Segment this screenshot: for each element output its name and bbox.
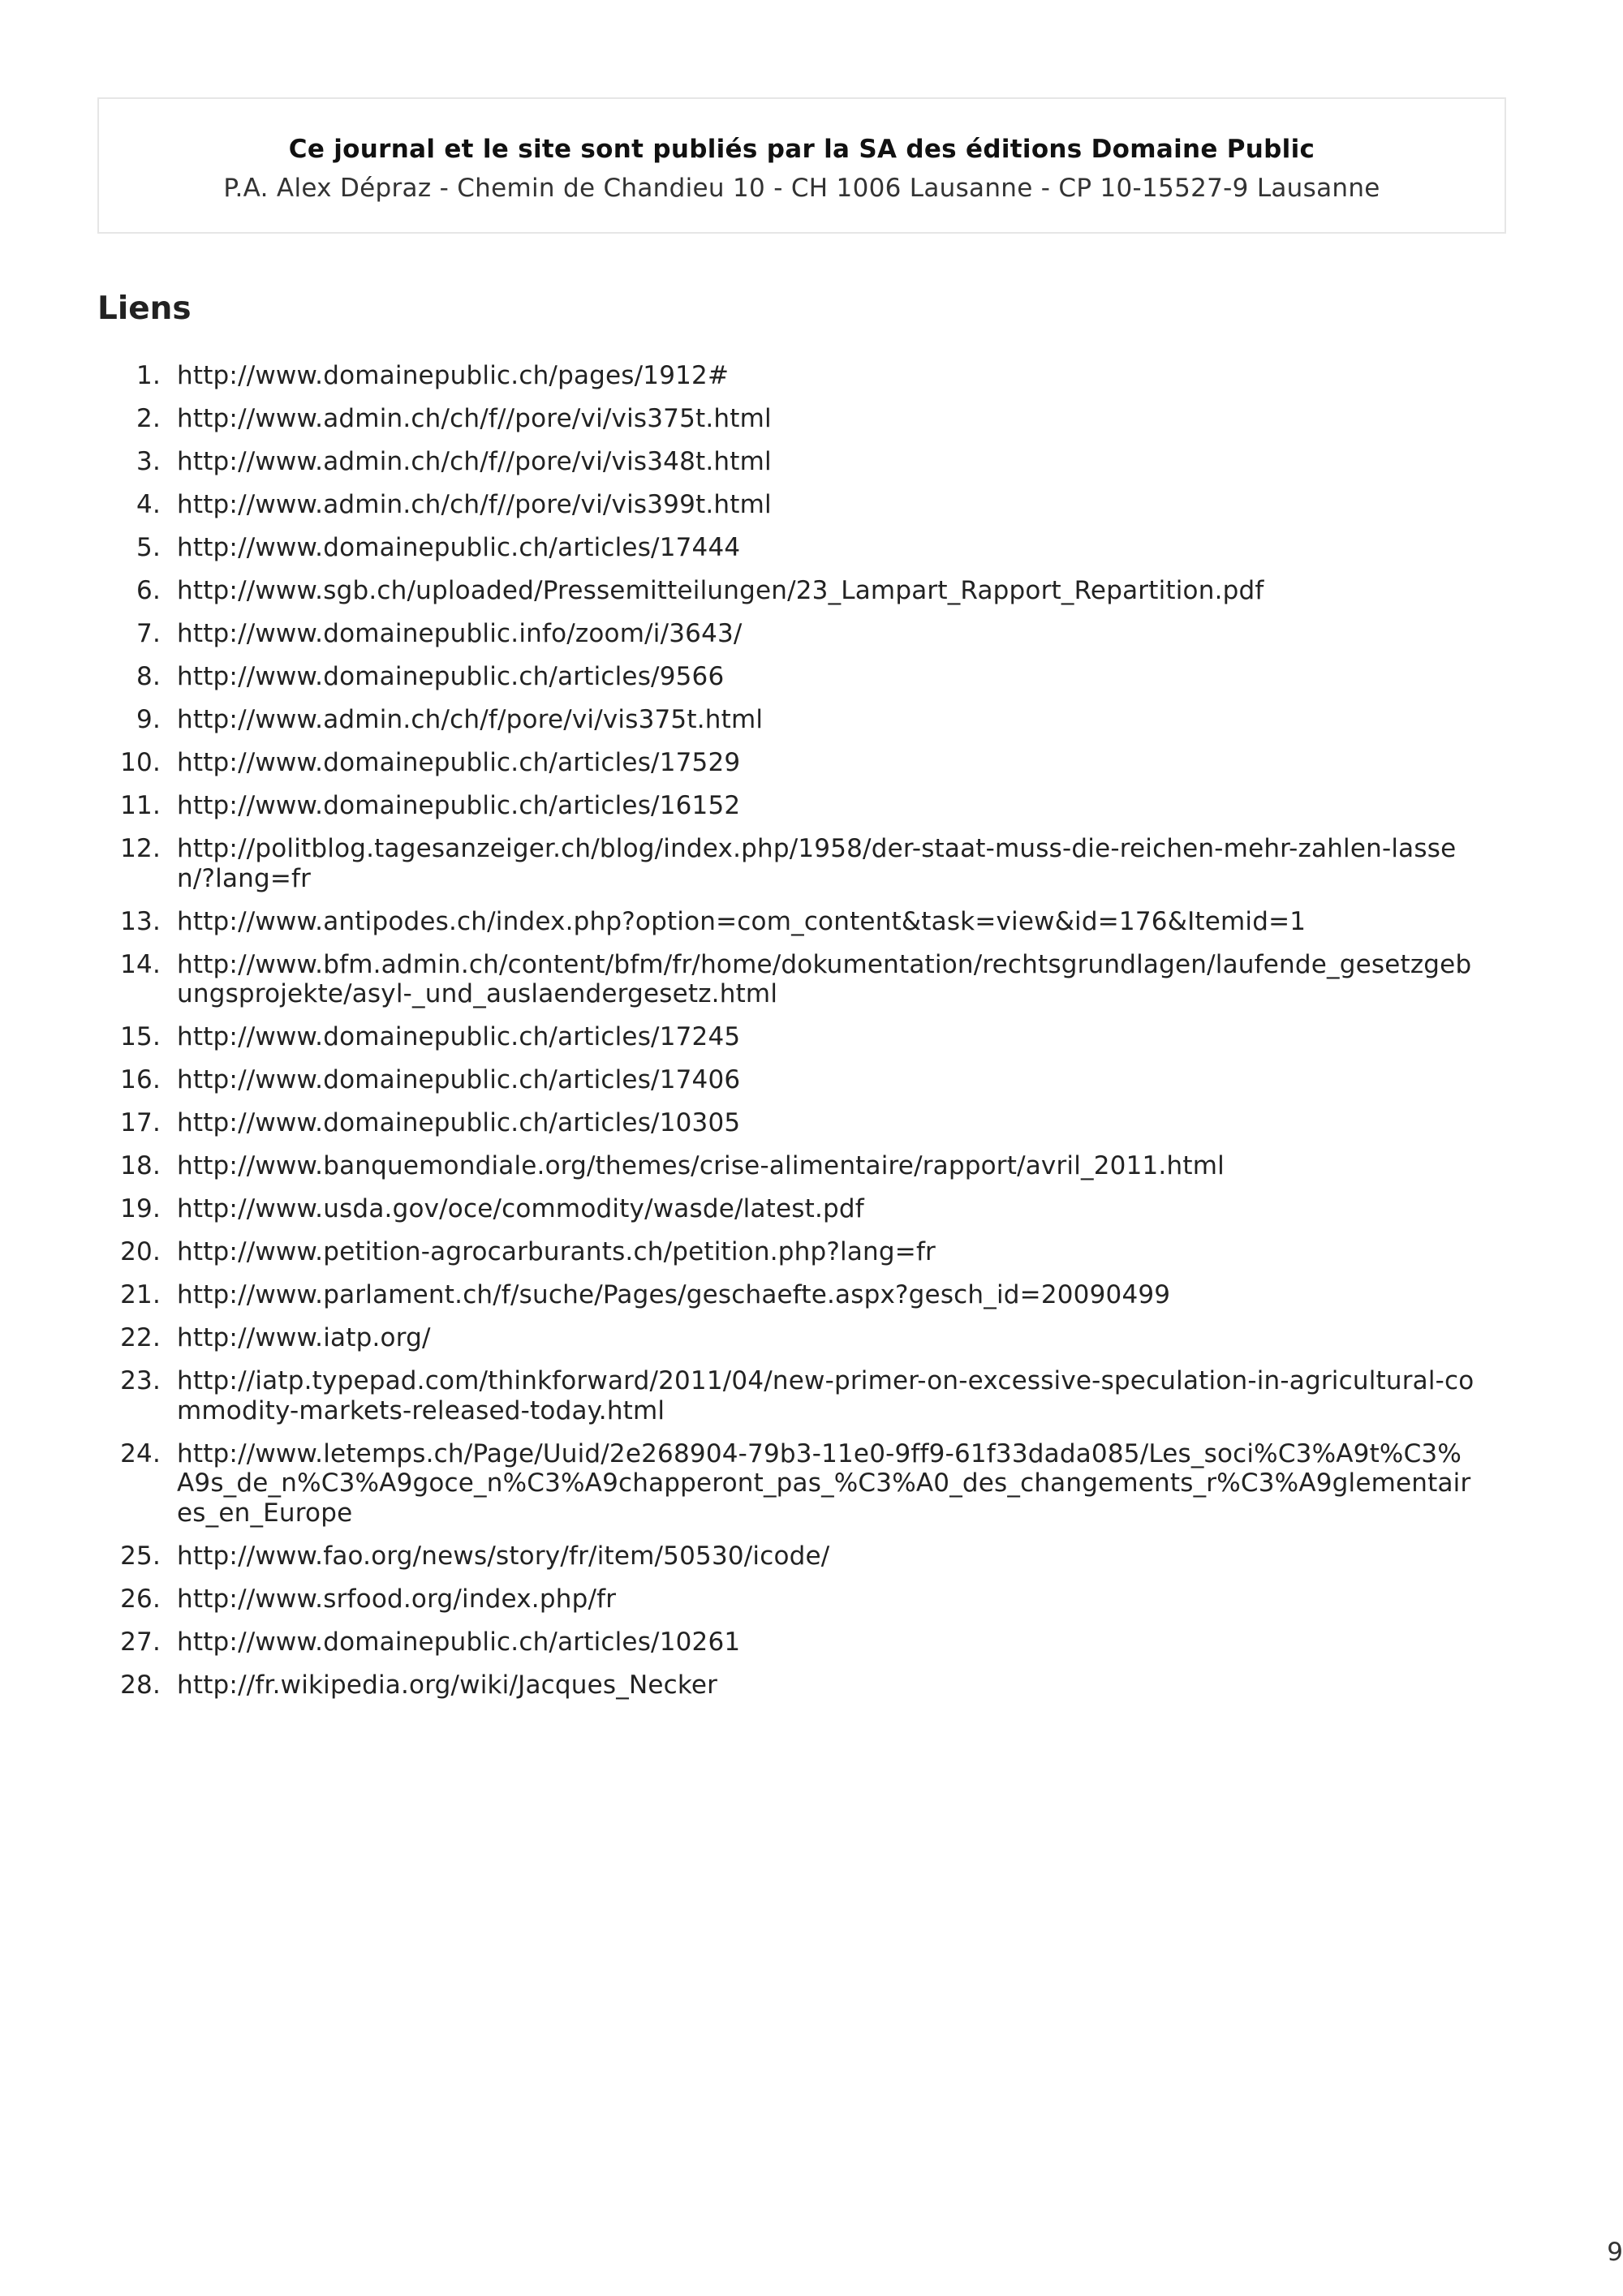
link-item [97, 619, 1477, 649]
link-url[interactable]: http://www.domainepublic.ch/pages/1912# [177, 361, 730, 390]
links-heading: Liens [97, 290, 192, 327]
link-item [97, 1022, 1477, 1052]
link-item [97, 1237, 1477, 1267]
link-number: 8. [136, 662, 161, 691]
link-number: 27. [120, 1627, 161, 1657]
link-url[interactable]: http://www.domainepublic.ch/articles/16152 [177, 791, 741, 820]
link-item [97, 834, 1477, 893]
link-item [97, 1439, 1477, 1529]
link-url[interactable]: http://www.admin.ch/ch/f/pore/vi/vis375t.html [177, 705, 764, 734]
link-number: 24. [120, 1438, 161, 1468]
link-number: 2. [136, 404, 161, 433]
link-url[interactable]: http://www.domainepublic.ch/articles/17406 [177, 1065, 741, 1094]
link-number: 25. [120, 1541, 161, 1571]
link-item [97, 705, 1477, 735]
link-number: 6. [136, 576, 161, 605]
link-url[interactable]: http://www.domainepublic.ch/articles/17444 [177, 533, 741, 562]
link-item [97, 950, 1477, 1009]
link-url[interactable]: http://www.domainepublic.ch/articles/17529 [177, 748, 741, 777]
link-number: 15. [120, 1022, 161, 1051]
link-item [97, 447, 1477, 477]
link-item [97, 1280, 1477, 1310]
link-url[interactable]: http://www.antipodes.ch/index.php?option=com_content&task=view&id=176&Itemid=1 [177, 906, 1307, 936]
link-url[interactable]: http://www.petition-agrocarburants.ch/petition.php?lang=fr [177, 1237, 936, 1266]
link-url[interactable]: http://www.admin.ch/ch/f//pore/vi/vis375t.html [177, 404, 772, 433]
link-number: 23. [120, 1366, 161, 1395]
link-number: 18. [120, 1151, 161, 1180]
link-number: 10. [120, 748, 161, 777]
link-number: 9. [136, 705, 161, 734]
link-number: 3. [136, 447, 161, 476]
link-url[interactable]: http://www.sgb.ch/uploaded/Pressemitteilungen/23_Lampart_Rapport_Repartition.pdf [177, 576, 1264, 605]
link-item [97, 1323, 1477, 1353]
link-number: 14. [120, 949, 161, 979]
link-item [97, 907, 1477, 937]
link-item [97, 1627, 1477, 1658]
link-item [97, 748, 1477, 778]
publisher-address: P.A. Alex Dépraz - Chemin de Chandieu 10 - CH 1006 Lausanne - CP 10-15527-9 Lausanne [223, 174, 1380, 203]
link-number: 26. [120, 1584, 161, 1614]
link-number: 12. [120, 834, 161, 863]
link-item [97, 662, 1477, 692]
link-number: 7. [136, 619, 161, 648]
link-item [97, 1541, 1477, 1572]
link-item [97, 1151, 1477, 1181]
links-list [97, 361, 1477, 1713]
link-url[interactable]: http://www.fao.org/news/story/fr/item/50530/icode/ [177, 1541, 830, 1571]
link-url[interactable]: http://fr.wikipedia.org/wiki/Jacques_Necker [177, 1670, 718, 1700]
link-item [97, 1108, 1477, 1138]
link-number: 19. [120, 1194, 161, 1223]
link-item [97, 490, 1477, 520]
link-item [97, 1065, 1477, 1095]
link-number: 11. [120, 791, 161, 820]
link-number: 13. [120, 906, 161, 936]
link-url[interactable]: http://www.srfood.org/index.php/fr [177, 1584, 617, 1614]
link-url[interactable]: http://www.domainepublic.ch/articles/10261 [177, 1627, 741, 1657]
link-item [97, 1366, 1477, 1425]
link-number: 22. [120, 1323, 161, 1352]
link-number: 28. [120, 1670, 161, 1700]
link-url[interactable]: http://www.bfm.admin.ch/content/bfm/fr/home/dokumentation/rechtsgrundlagen/laufende_gesetzgebungsprojekte/asyl-_und_auslaendergesetz.html [177, 949, 1472, 1008]
link-number: 20. [120, 1237, 161, 1266]
link-url[interactable]: http://www.admin.ch/ch/f//pore/vi/vis399t.html [177, 490, 772, 519]
link-item [97, 1194, 1477, 1224]
link-number: 16. [120, 1065, 161, 1094]
link-url[interactable]: http://www.letemps.ch/Page/Uuid/2e268904-79b3-11e0-9ff9-61f33dada085/Les_soci%C3%A9t%C3%A9s_de_n%C3%A9goce_n%C3%A9chapperont_pas_%C3%A0_des_changements_r%C3%A9glementaires_en_Europe [177, 1438, 1471, 1528]
link-url[interactable]: http://www.usda.gov/oce/commodity/wasde/latest.pdf [177, 1194, 864, 1223]
link-url[interactable]: http://www.domainepublic.info/zoom/i/3643/ [177, 619, 743, 648]
link-number: 21. [120, 1280, 161, 1309]
link-number: 1. [136, 361, 161, 390]
link-url[interactable]: http://iatp.typepad.com/thinkforward/2011/04/new-primer-on-excessive-speculation-in-agricultural-commodity-markets-released-today.html [177, 1366, 1474, 1425]
publisher-box [97, 97, 1506, 234]
link-item [97, 533, 1477, 563]
link-item [97, 1670, 1477, 1701]
link-item [97, 576, 1477, 606]
link-url[interactable]: http://www.domainepublic.ch/articles/10305 [177, 1108, 741, 1137]
link-item [97, 361, 1477, 391]
link-url[interactable]: http://www.admin.ch/ch/f//pore/vi/vis348t.html [177, 447, 772, 476]
link-url[interactable]: http://www.domainepublic.ch/articles/17245 [177, 1022, 741, 1051]
link-url[interactable]: http://www.domainepublic.ch/articles/9566 [177, 662, 725, 691]
link-url[interactable]: http://www.banquemondiale.org/themes/crise-alimentaire/rapport/avril_2011.html [177, 1151, 1225, 1180]
publisher-title: Ce journal et le site sont publiés par la SA des éditions Domaine Public [288, 135, 1315, 164]
link-number: 17. [120, 1108, 161, 1137]
link-url[interactable]: http://politblog.tagesanzeiger.ch/blog/index.php/1958/der-staat-muss-die-reichen-mehr-zahlen-lassen/?lang=fr [177, 834, 1457, 893]
link-item [97, 1584, 1477, 1615]
link-url[interactable]: http://www.parlament.ch/f/suche/Pages/geschaefte.aspx?gesch_id=20090499 [177, 1280, 1171, 1309]
link-number: 4. [136, 490, 161, 519]
page-number: 9 [1607, 2238, 1623, 2267]
link-item [97, 404, 1477, 434]
link-url[interactable]: http://www.iatp.org/ [177, 1323, 431, 1352]
link-number: 5. [136, 533, 161, 562]
link-item [97, 791, 1477, 821]
